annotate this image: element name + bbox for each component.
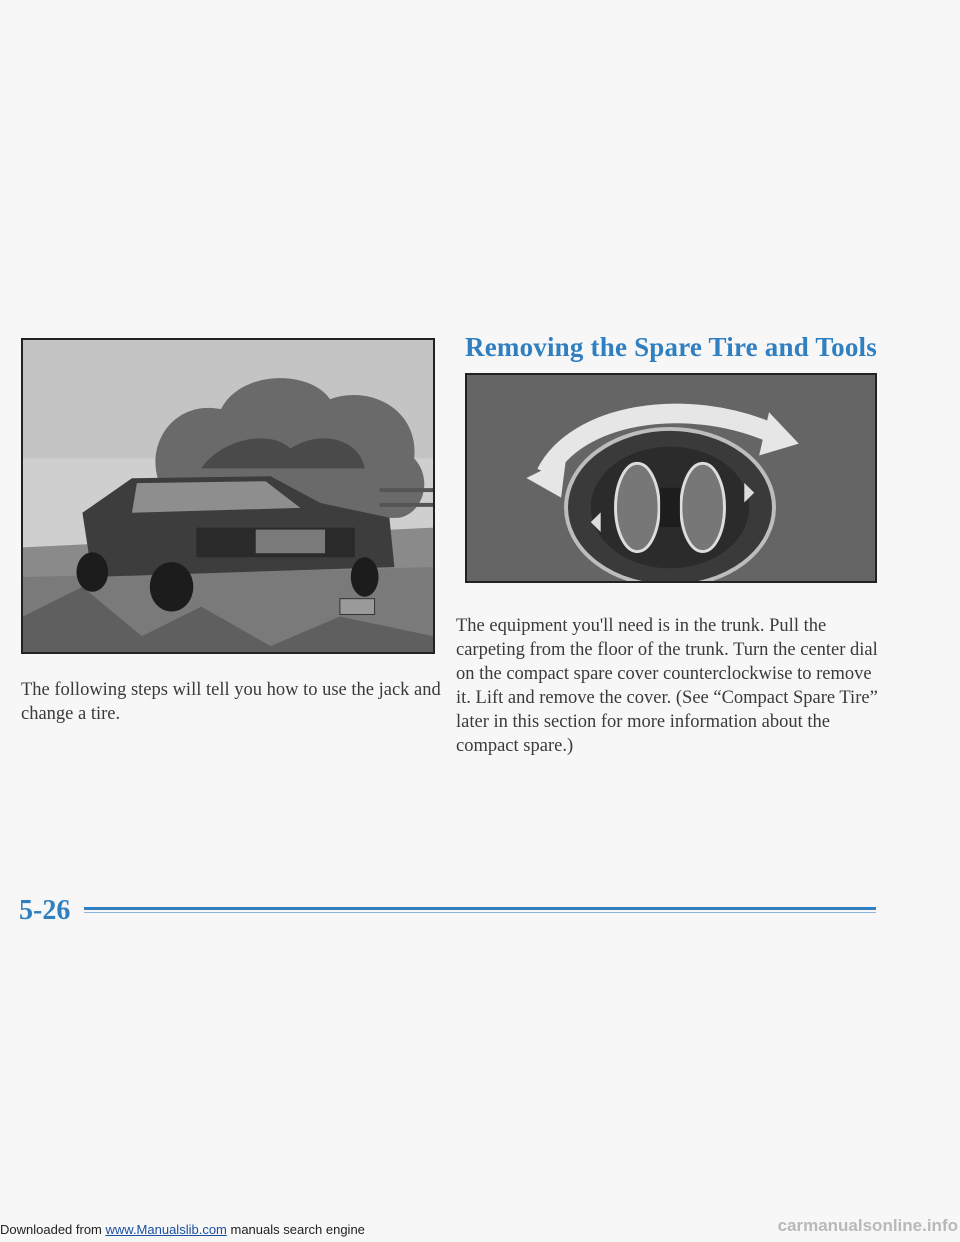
spare-cover-illustration: [465, 373, 877, 583]
footer-prefix: Downloaded from: [0, 1222, 106, 1237]
footer-rule: [84, 907, 876, 910]
watermark-text: carmanualsonline.info: [777, 1216, 958, 1235]
intro-paragraph: The following steps will tell you how to use the jack and change a tire.: [21, 680, 441, 724]
download-footer: [0, 1222, 365, 1237]
spare-cover-dial-icon: [467, 375, 875, 581]
footer-rule-thin: [84, 912, 876, 913]
equipment-paragraph: The equipment you'll need is in the trunk. Pull the carpeting from the floor of the trunk. Turn the center dial on the compact spare cover counterclockwise to remove it. Lift and remove the cover. (See “Compact Spare Tire” later in this section for more information about the compact spare.): [456, 616, 878, 756]
manualslib-link[interactable]: www.Manualslib.com: [105, 1222, 227, 1237]
page-number: 5-26: [19, 895, 71, 926]
footer-suffix: manuals search engine: [226, 1222, 365, 1237]
car-illustration: [21, 338, 435, 654]
section-heading: Removing the Spare Tire and Tools: [465, 332, 877, 362]
car-on-roadside-icon: [23, 340, 433, 652]
